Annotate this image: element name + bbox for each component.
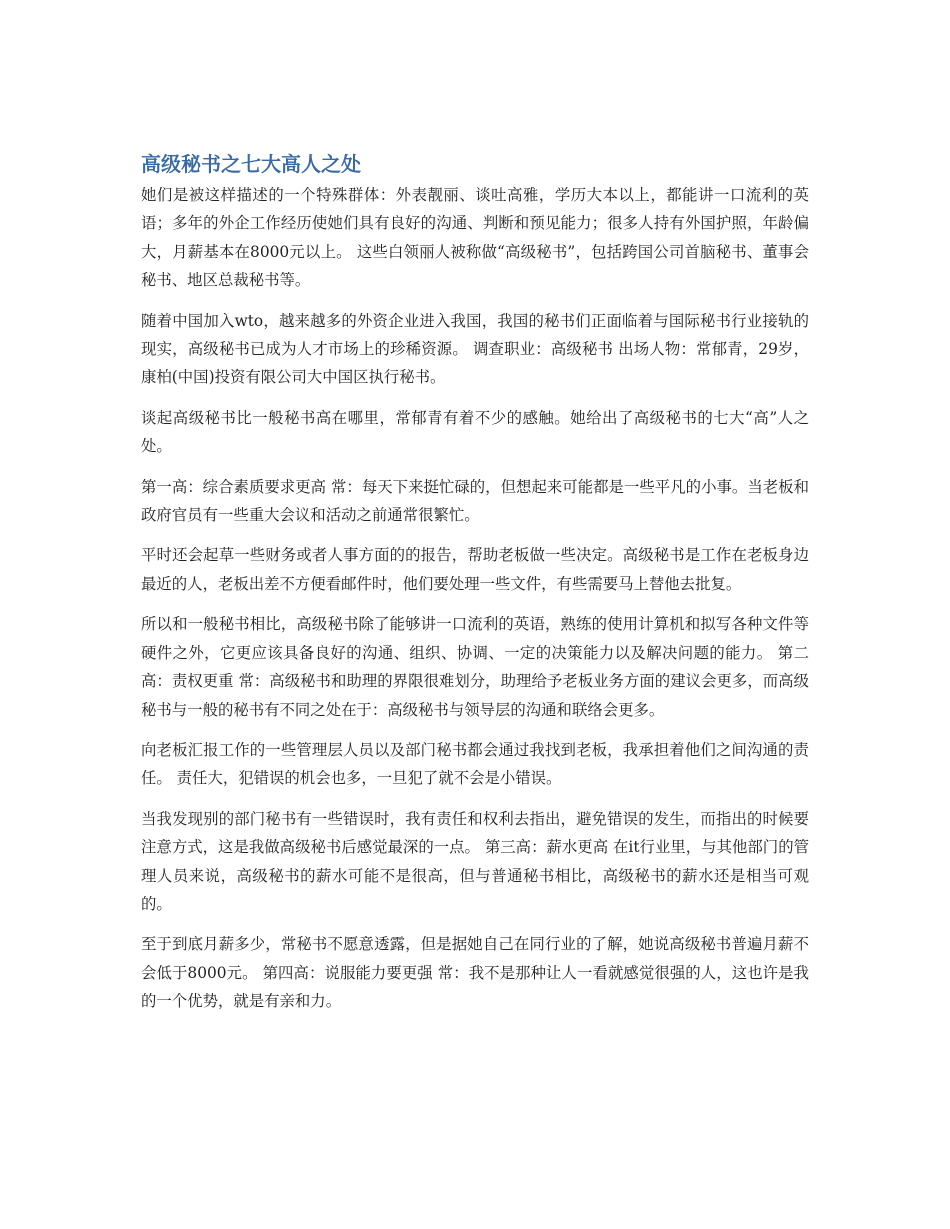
document-title: 高级秘书之七大高人之处 — [141, 152, 361, 176]
paragraph-2: 随着中国加入wto，越来越多的外资企业进入我国，我国的秘书们正面临着与国际秘书行业接轨的现实，高级秘书已成为人才市场上的珍稀资源。 调查职业：高级秘书 出场人物：常郁青，29岁，康柏(中国)投资有限公司大中国区执行秘书。 — [141, 311, 809, 387]
paragraph-3: 谈起高级秘书比一般秘书高在哪里，常郁青有着不少的感触。她给出了高级秘书的七大“高”人之处。 — [141, 408, 809, 456]
paragraph-7: 向老板汇报工作的一些管理层人员以及部门秘书都会通过我找到老板，我承担着他们之间沟通的责任。 责任大，犯错误的机会也多，一旦犯了就不会是小错误。 — [141, 740, 809, 788]
paragraph-9: 至于到底月薪多少，常秘书不愿意透露，但是据她自己在同行业的了解，她说高级秘书普遍月薪不会低于8000元。 第四高：说服能力要更强 常：我不是那种让人一看就感觉很强的人，这也许是我的一个优势，就是有亲和力。 — [141, 935, 809, 1011]
paragraph-1: 她们是被这样描述的一个特殊群体：外表靓丽、谈吐高雅，学历大本以上，都能讲一口流利的英语；多年的外企工作经历使她们具有良好的沟通、判断和预见能力；很多人持有外国护照，年龄偏大，月薪基本在8000元以上。 这些白领丽人被称做“高级秘书”，包括跨国公司首脑秘书、董事会秘书、地区总裁秘书等。 — [141, 186, 809, 290]
paragraph-6: 所以和一般秘书相比，高级秘书除了能够讲一口流利的英语，熟练的使用计算机和拟写各种文件等硬件之外，它更应该具备良好的沟通、组织、协调、一定的决策能力以及解决问题的能力。 第二高：责权更重 常：高级秘书和助理的界限很难划分，助理给予老板业务方面的建议会更多，而高级秘书与一般的秘书有不同之处在于：高级秘书与领导层的沟通和联络会更多。 — [141, 615, 809, 719]
paragraph-8: 当我发现别的部门秘书有一些错误时，我有责任和权利去指出，避免错误的发生，而指出的时候要注意方式，这是我做高级秘书后感觉最深的一点。 第三高：薪水更高 在it行业里，与其他部门的管理人员来说，高级秘书的薪水可能不是很高，但与普通秘书相比，高级秘书的薪水还是相当可观的。 — [141, 809, 809, 913]
document-page — [141, 149, 809, 1028]
paragraph-4: 第一高：综合素质要求更高 常：每天下来挺忙碌的，但想起来可能都是一些平凡的小事。当老板和政府官员有一些重大会议和活动之前通常很繁忙。 — [141, 477, 809, 525]
paragraph-5: 平时还会起草一些财务或者人事方面的的报告，帮助老板做一些决定。高级秘书是工作在老板身边最近的人，老板出差不方便看邮件时，他们要处理一些文件，有些需要马上替他去批复。 — [141, 546, 809, 593]
